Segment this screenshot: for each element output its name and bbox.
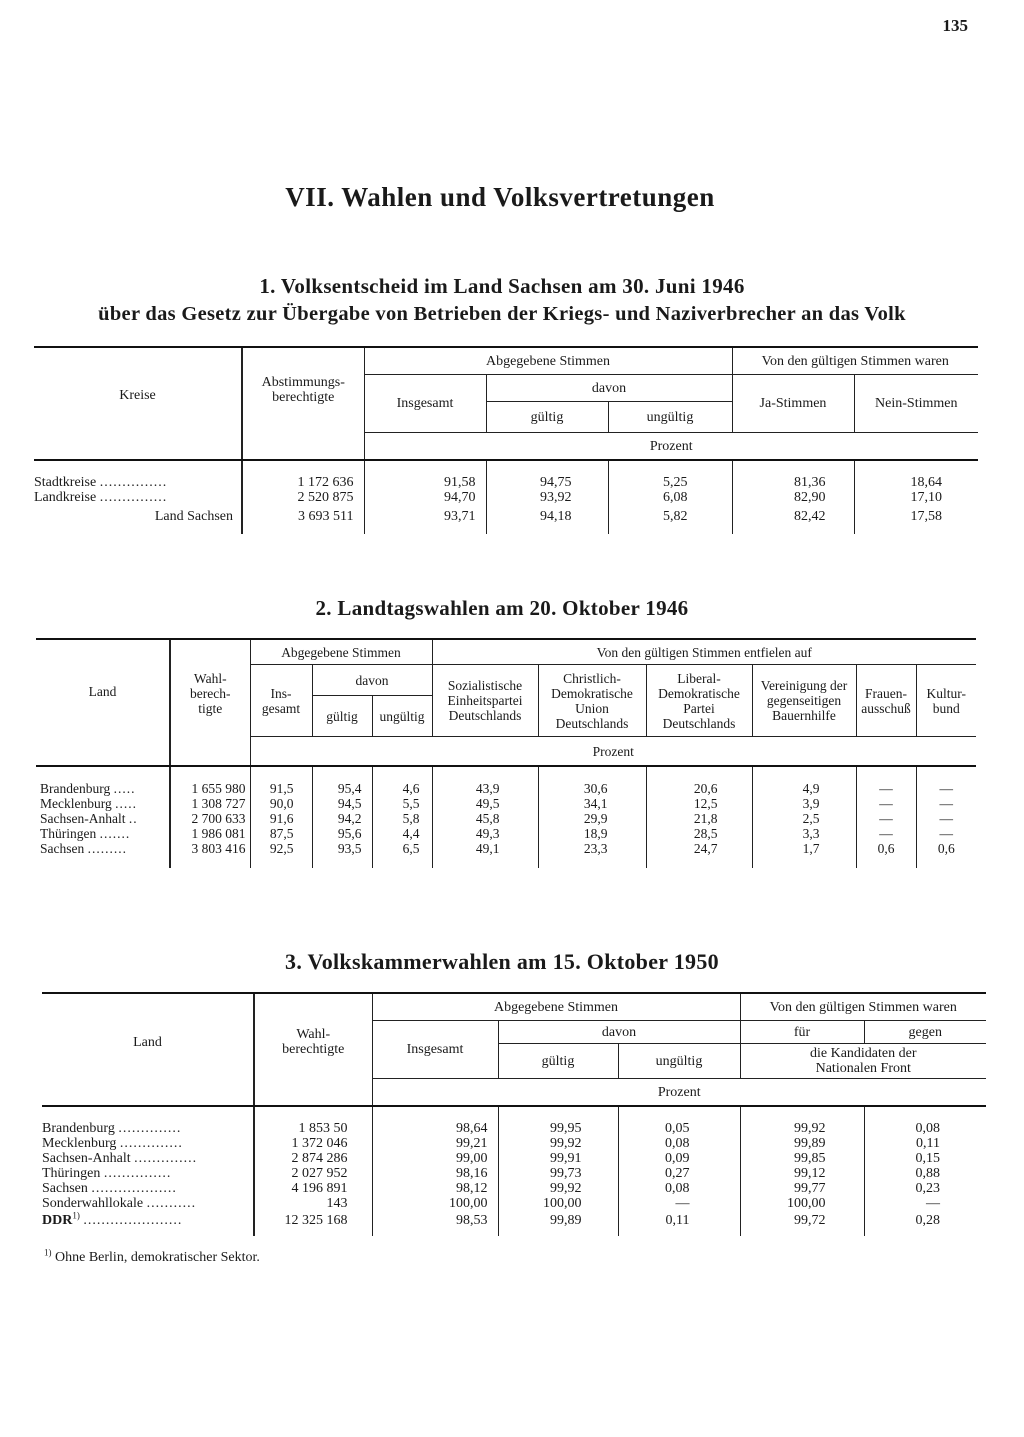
table-cell: 82,42 [732, 505, 854, 534]
table-row-label: Stadtkreise ............... [34, 475, 168, 490]
table-cell: 90,0 [250, 796, 312, 811]
table-cell: 18,9 [538, 826, 646, 841]
table-cell: 4 196 891 [254, 1181, 372, 1196]
table-cell: 17,58 [854, 505, 978, 534]
s1-header-gueltig: gültig [486, 402, 608, 433]
table-cell: 0,08 [618, 1181, 740, 1196]
table-cell: 93,71 [364, 505, 486, 534]
table-cell: 0,09 [618, 1151, 740, 1166]
table-cell: 20,6 [646, 766, 752, 796]
chapter-title: VII. Wahlen und Volksvertretungen [285, 182, 715, 212]
table-cell: 2 520 875 [242, 490, 364, 505]
table-cell: 0,15 [864, 1151, 986, 1166]
table-cell: 1 655 980 [170, 766, 250, 796]
table-cell: 99,85 [740, 1151, 864, 1166]
s3-header-gueltig: gültig [498, 1044, 618, 1079]
table-row-label: Thüringen ............... [42, 1166, 172, 1181]
table-cell: 94,18 [486, 505, 608, 534]
s3-header-prozent: Prozent [372, 1079, 986, 1107]
table-row-label-total: DDR$^{1)}$ ...................... [42, 1210, 183, 1228]
table-cell: 3 693 511 [242, 505, 364, 534]
table-cell: 34,1 [538, 796, 646, 811]
table-cell: 2,5 [752, 811, 856, 826]
table-cell: 0,28 [864, 1211, 986, 1236]
page-number: 135 [942, 16, 968, 35]
table-cell: 87,5 [250, 826, 312, 841]
table-cell: 5,82 [608, 505, 732, 534]
table-cell: 5,8 [372, 811, 432, 826]
table-cell: 6,08 [608, 490, 732, 505]
table-row-label: Mecklenburg .............. [42, 1136, 183, 1151]
table-cell: 28,5 [646, 826, 752, 841]
table-cell: 12 325 168 [254, 1211, 372, 1236]
table-row-label: Brandenburg .............. [42, 1121, 182, 1136]
table-cell: 92,5 [250, 841, 312, 868]
table-cell: 94,70 [364, 490, 486, 505]
s2-header-davon: davon [312, 665, 432, 696]
s2-header-abgegebene: Abgegebene Stimmen [250, 639, 432, 665]
table-cell: 98,53 [372, 1211, 498, 1236]
table-cell: 1,7 [752, 841, 856, 868]
s2-header-entfielen: Von den gültigen Stimmen entfielen auf [432, 639, 976, 665]
s3-header-wahlberechtigte: Wahl- berechtigte [254, 993, 372, 1079]
table-cell: 45,8 [432, 811, 538, 826]
table-cell: — [916, 796, 976, 811]
table-cell: 21,8 [646, 811, 752, 826]
table-cell: 91,6 [250, 811, 312, 826]
table-cell: 99,89 [740, 1136, 864, 1151]
table-cell: 100,00 [372, 1196, 498, 1211]
s1-header-kreise: Kreise [34, 347, 242, 433]
table-cell: 95,6 [312, 826, 372, 841]
table-cell: 23,3 [538, 841, 646, 868]
table-cell: 2 874 286 [254, 1151, 372, 1166]
table-cell: 143 [254, 1196, 372, 1211]
table-cell: — [856, 766, 916, 796]
table-cell: 29,9 [538, 811, 646, 826]
table-row-label-total: Land Sachsen [154, 509, 233, 524]
table-cell: 1 986 081 [170, 826, 250, 841]
table-cell: 0,11 [618, 1211, 740, 1236]
section3-title-text: 3. Volkskammerwahlen am 15. Oktober 1950 [285, 949, 719, 974]
section2-title [0, 594, 1004, 622]
s3-header-von-den: Von den gültigen Stimmen waren [740, 993, 986, 1021]
table-cell: — [856, 826, 916, 841]
table-cell: 99,92 [498, 1136, 618, 1151]
table-cell: 1 308 727 [170, 796, 250, 811]
s2-header-insgesamt: Ins- gesamt [250, 665, 312, 737]
table-cell: 98,16 [372, 1166, 498, 1181]
table-cell: 0,11 [864, 1136, 986, 1151]
table-cell: 99,92 [498, 1181, 618, 1196]
table-cell: 94,5 [312, 796, 372, 811]
s3-header-ungueltig: ungültig [618, 1044, 740, 1079]
table-cell: 100,00 [740, 1196, 864, 1211]
table-cell: 0,6 [856, 841, 916, 868]
table-cell: 0,88 [864, 1166, 986, 1181]
table-cell: 2 027 952 [254, 1166, 372, 1181]
s1-header-von-den: Von den gültigen Stimmen waren [732, 347, 978, 375]
table-cell: 49,3 [432, 826, 538, 841]
footnote: $^{1)}$ Ohne Berlin, demokratischer Sektor. [44, 1247, 260, 1265]
table-row-label: Thüringen ....... [40, 826, 131, 841]
table-cell: 99,12 [740, 1166, 864, 1181]
s3-header-gegen: gegen [864, 1021, 986, 1044]
table-cell: 3,9 [752, 796, 856, 811]
table-cell: — [864, 1196, 986, 1211]
table-row-label: Sachsen ......... [40, 841, 127, 856]
s1-header-ungueltig: ungültig [608, 402, 732, 433]
section1-table [34, 346, 978, 534]
table-cell: 3,3 [752, 826, 856, 841]
table-cell: 1 372 046 [254, 1136, 372, 1151]
table-cell: 1 853 50 [254, 1106, 372, 1136]
table-cell: 99,95 [498, 1106, 618, 1136]
table-cell: 4,4 [372, 826, 432, 841]
table-cell: 49,1 [432, 841, 538, 868]
table-cell: 91,58 [364, 460, 486, 490]
table-row-label: Sachsen-Anhalt .............. [42, 1151, 198, 1166]
table-cell: 17,10 [854, 490, 978, 505]
section3-table [42, 992, 986, 1236]
s1-header-davon: davon [486, 375, 732, 402]
s2-header-vdgb: Vereinigung der gegenseitigen Bauernhilfe [752, 665, 856, 737]
s3-header-davon: davon [498, 1021, 740, 1044]
table-cell: — [916, 766, 976, 796]
table-cell: 2 700 633 [170, 811, 250, 826]
table-cell: 99,92 [740, 1106, 864, 1136]
s3-header-kandidaten: die Kandidaten der Nationalen Front [740, 1044, 986, 1079]
table-cell: 49,5 [432, 796, 538, 811]
table-cell: 0,08 [618, 1136, 740, 1151]
table-cell: 94,2 [312, 811, 372, 826]
table-cell: 30,6 [538, 766, 646, 796]
s1-header-nein: Nein-Stimmen [854, 375, 978, 433]
table-row-label: Sachsen-Anhalt .. [40, 811, 138, 826]
table-cell: — [856, 796, 916, 811]
table-cell: 95,4 [312, 766, 372, 796]
section1-title-line2: über das Gesetz zur Übergabe von Betrieben der Kriegs- und Naziverbrecher an das Volk [98, 303, 906, 325]
table-cell: 99,00 [372, 1151, 498, 1166]
table-cell: 24,7 [646, 841, 752, 868]
table-cell: 99,91 [498, 1151, 618, 1166]
s2-header-frauen: Frauen- ausschuß [856, 665, 916, 737]
table-cell: 1 172 636 [242, 460, 364, 490]
s2-header-land: Land [36, 639, 170, 737]
table-cell: 12,5 [646, 796, 752, 811]
section1-title-line1: 1. Volksentscheid im Land Sachsen am 30. Juni 1946 [259, 274, 745, 298]
section2-table [36, 638, 976, 868]
table-cell: 0,27 [618, 1166, 740, 1181]
table-cell: 98,64 [372, 1106, 498, 1136]
table-cell: 94,75 [486, 460, 608, 490]
s2-header-gueltig: gültig [312, 696, 372, 737]
table-cell: 99,89 [498, 1211, 618, 1236]
table-cell: — [856, 811, 916, 826]
table-row-label: Landkreise ............... [34, 490, 168, 505]
section1-title [0, 272, 1004, 328]
table-cell: 99,77 [740, 1181, 864, 1196]
table-cell: 82,90 [732, 490, 854, 505]
s2-header-ungueltig: ungültig [372, 696, 432, 737]
table-cell: 6,5 [372, 841, 432, 868]
section3-title [0, 948, 1004, 976]
table-row-label: Sonderwahllokale ........... [42, 1196, 197, 1211]
table-cell: 0,05 [618, 1106, 740, 1136]
table-cell: 0,6 [916, 841, 976, 868]
table-cell: 93,5 [312, 841, 372, 868]
table-row-label: Mecklenburg ..... [40, 796, 137, 811]
table-cell: 43,9 [432, 766, 538, 796]
table-cell: 4,6 [372, 766, 432, 796]
s2-header-ldp: Liberal- Demokratische Partei Deutschlands [646, 665, 752, 737]
table-cell: 0,08 [864, 1106, 986, 1136]
table-row-label: Sachsen ................... [42, 1181, 177, 1196]
table-cell: 99,72 [740, 1211, 864, 1236]
s1-header-berechtigte: Abstimmungs- berechtigte [242, 347, 364, 433]
table-cell: 99,73 [498, 1166, 618, 1181]
table-cell: — [618, 1196, 740, 1211]
table-cell: 91,5 [250, 766, 312, 796]
table-row-label: Brandenburg ..... [40, 781, 136, 796]
table-cell: 81,36 [732, 460, 854, 490]
s2-header-wahlberechtigte: Wahl- berech- tigte [170, 639, 250, 737]
table-cell: 5,25 [608, 460, 732, 490]
table-cell: 93,92 [486, 490, 608, 505]
s2-header-prozent: Prozent [250, 737, 976, 767]
s3-header-abgegebene: Abgegebene Stimmen [372, 993, 740, 1021]
table-cell: — [916, 826, 976, 841]
table-cell: 18,64 [854, 460, 978, 490]
s1-header-abgegebene: Abgegebene Stimmen [364, 347, 732, 375]
section2-title-text: 2. Landtagswahlen am 20. Oktober 1946 [315, 596, 689, 620]
table-cell: 4,9 [752, 766, 856, 796]
s3-header-insgesamt: Insgesamt [372, 1021, 498, 1079]
table-cell: 3 803 416 [170, 841, 250, 868]
s3-header-fuer: für [740, 1021, 864, 1044]
table-cell: 100,00 [498, 1196, 618, 1211]
s1-header-prozent: Prozent [364, 433, 978, 461]
s3-header-land: Land [42, 993, 254, 1079]
s2-header-cdu: Christlich- Demokratische Union Deutschlands [538, 665, 646, 737]
table-cell: 98,12 [372, 1181, 498, 1196]
table-cell: — [916, 811, 976, 826]
s1-header-ja: Ja-Stimmen [732, 375, 854, 433]
table-cell: 99,21 [372, 1136, 498, 1151]
s1-header-insgesamt: Insgesamt [364, 375, 486, 433]
table-cell: 0,23 [864, 1181, 986, 1196]
table-cell: 5,5 [372, 796, 432, 811]
s2-header-kultur: Kultur- bund [916, 665, 976, 737]
s2-header-sed: Sozialistische Einheitspartei Deutschlands [432, 665, 538, 737]
